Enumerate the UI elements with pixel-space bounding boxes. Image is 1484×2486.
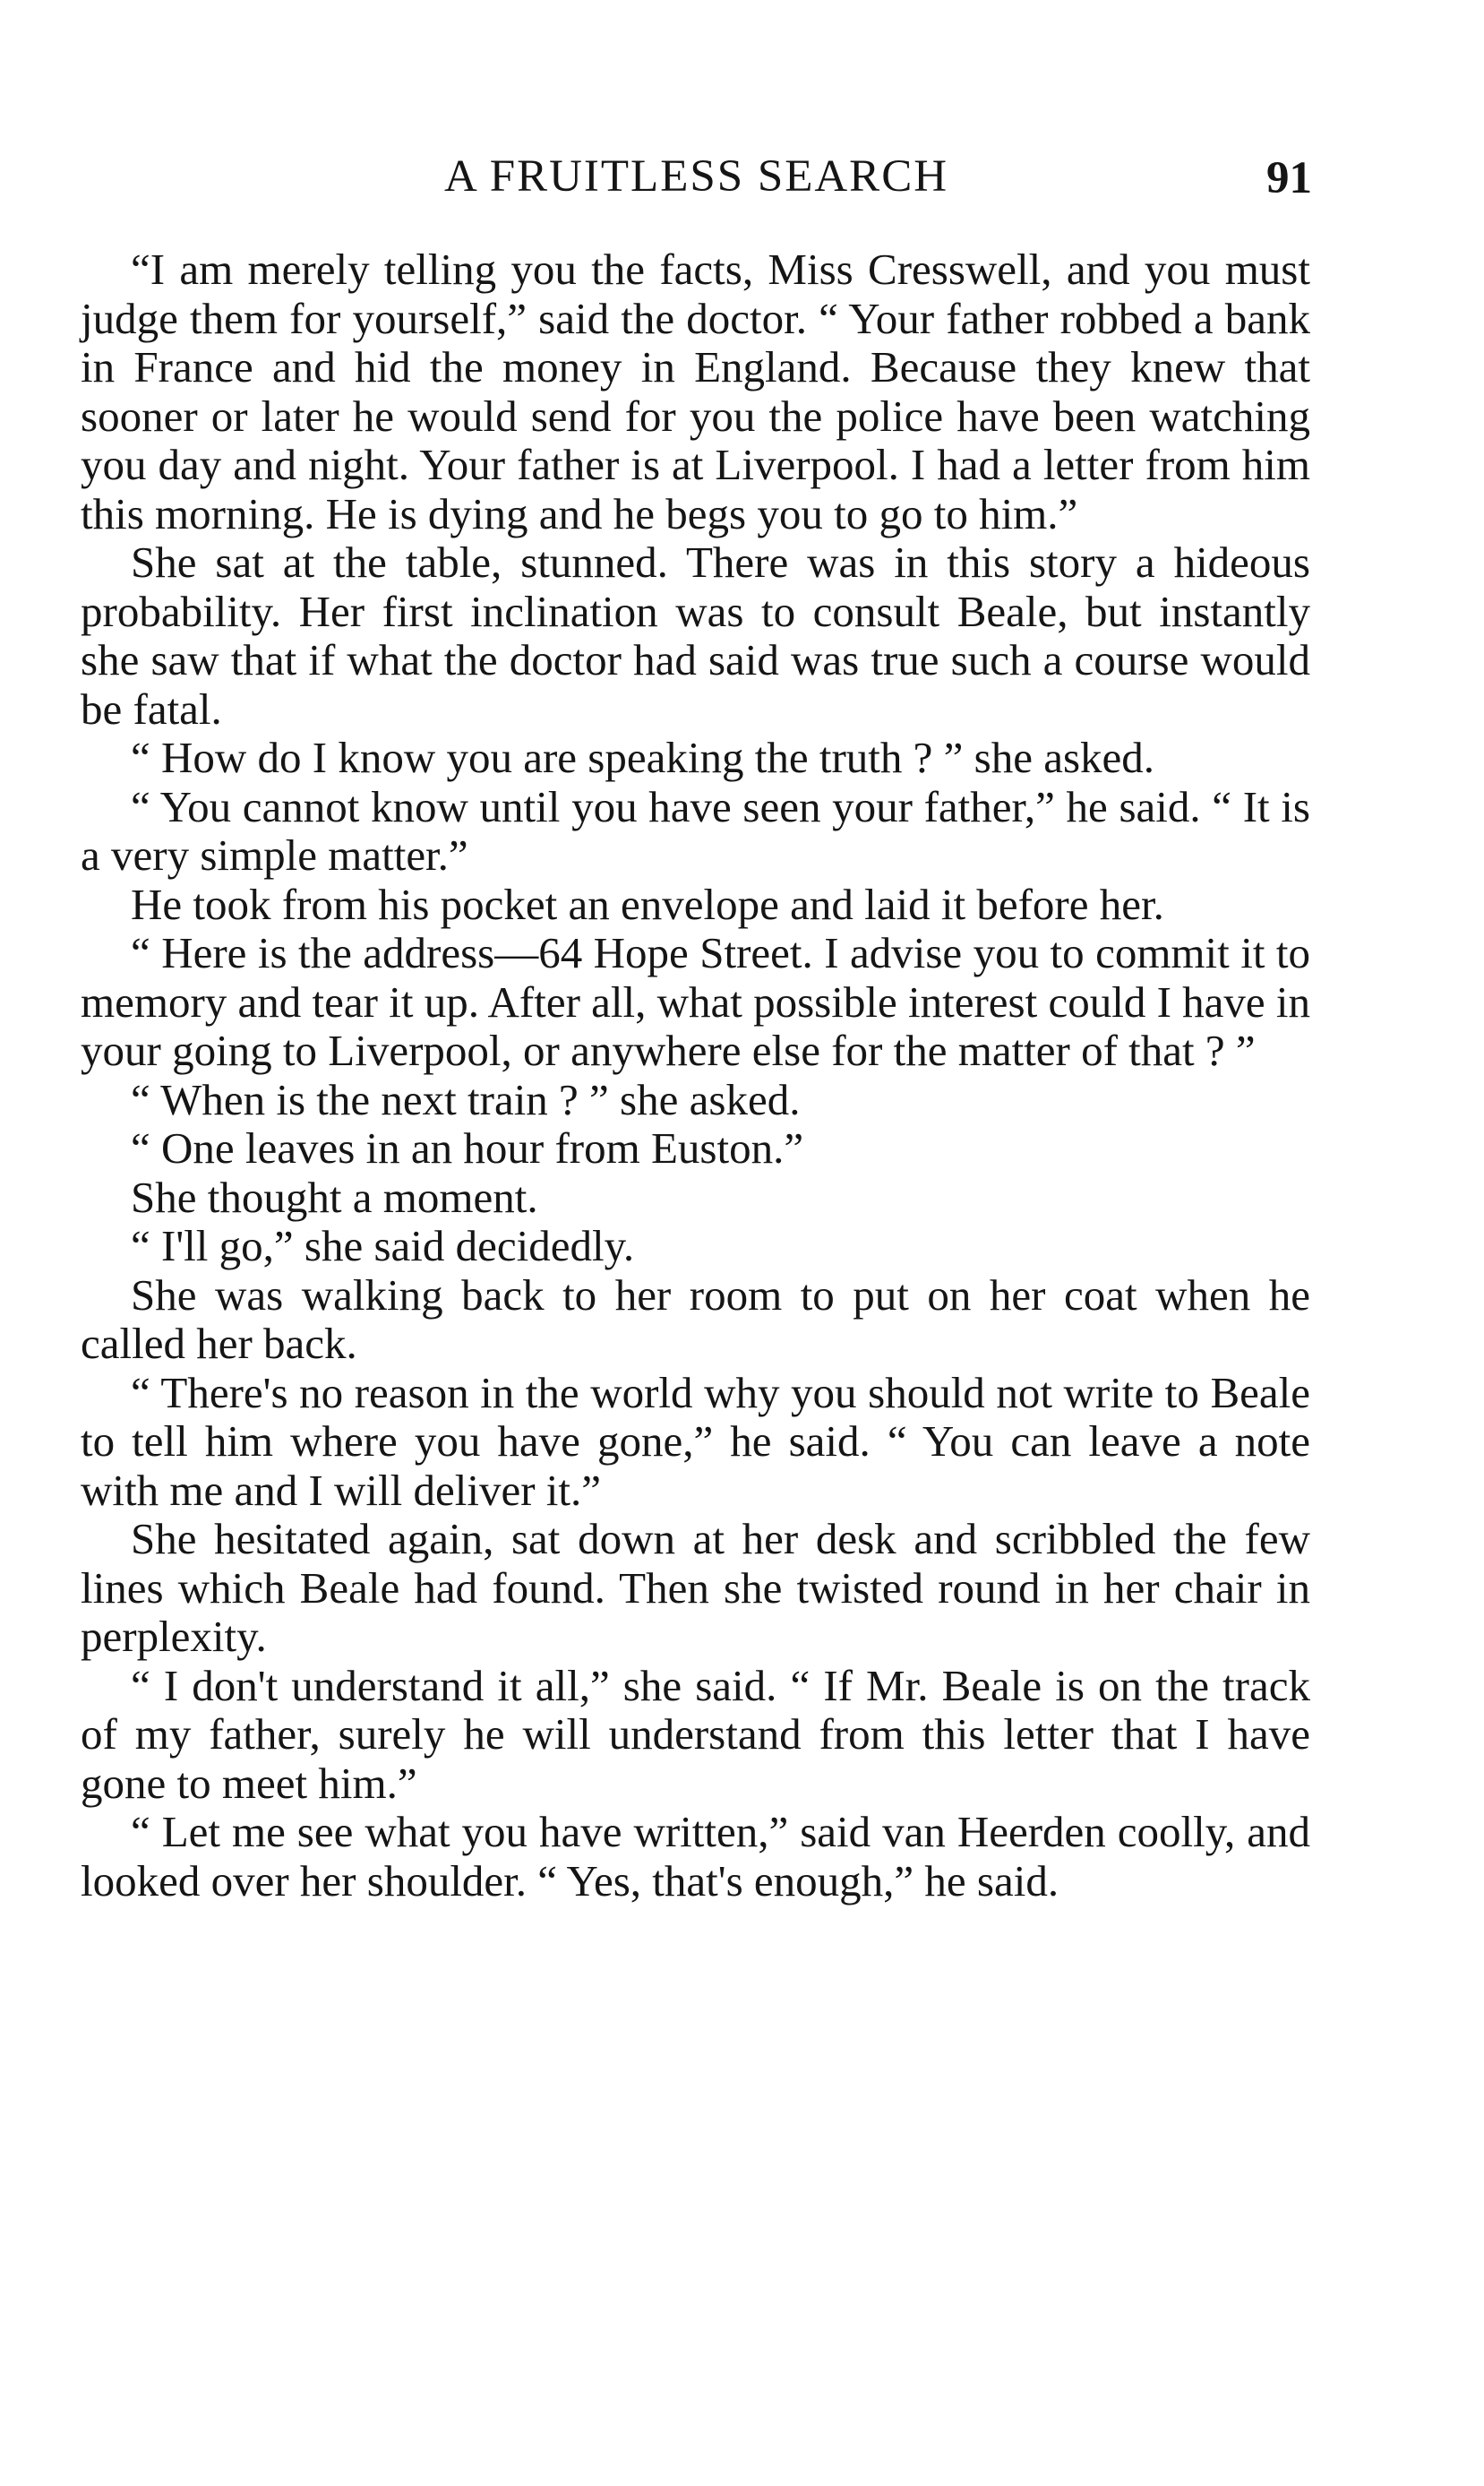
- paragraph: “ There's no reason in the world why you should not write to Beale to tell him where you have gone,” he said. “ You can leave a note with me and I will deliver it.”: [81, 1367, 1310, 1515]
- paragraph: She thought a moment.: [131, 1172, 538, 1222]
- paragraph: “ Here is the address—64 Hope Street. I advise you to commit it to memory and tear it up. After all, what possible interest could I have in your going to Liverpool, or anywhere else for the matter of that ? ”: [81, 928, 1310, 1075]
- paragraph: “ I don't understand it all,” she said. “ If Mr. Beale is on the track of my father, surely he will understand from this letter that I have gone to meet him.”: [81, 1660, 1310, 1808]
- paragraph: She was walking back to her room to put on her coat when he called her back.: [81, 1269, 1310, 1368]
- paragraph: “ When is the next train ? ” she asked.: [131, 1074, 801, 1124]
- paragraph: “ How do I know you are speaking the truth ? ” she asked.: [131, 733, 1155, 782]
- paragraph: She sat at the table, stunned. There was in this story a hideous probability. Her first inclination was to consult Beale, but instantly she saw that if what the doctor had said was true such a course would be fatal.: [81, 538, 1310, 734]
- paragraph: He took from his pocket an envelope and laid it before her.: [131, 879, 1164, 929]
- paragraph: “I am merely telling you the facts, Miss Cresswell, and you must judge them for yourself,” said the doctor. “ Your father robbed a bank in France and hid the money in England. Because they knew that sooner or later he would send for you the police have been watching you day and night. Your father is at Liverpool. I had a letter from him this morning. He is dying and he begs you to go to him.”: [81, 245, 1310, 538]
- paragraph: “ One leaves in an hour from Euston.”: [131, 1123, 804, 1173]
- paragraph: “ I'll go,” she said decidedly.: [131, 1221, 635, 1270]
- paragraph: She hesitated again, sat down at her desk and scribbled the few lines which Beale had found. Then she twisted round in her chair in perplexity.: [81, 1514, 1310, 1661]
- page-number: 91: [1266, 153, 1312, 203]
- paragraph: “ Let me see what you have written,” said van Heerden coolly, and looked over her shoulder. “ Yes, that's enough,” he said.: [81, 1807, 1310, 1905]
- running-title: A FRUITLESS SEARCH: [443, 151, 949, 202]
- page-header: [81, 151, 1312, 204]
- body-text: [81, 245, 1310, 1905]
- paragraph: “ You cannot know until you have seen your father,” he said. “ It is a very simple matter.”: [81, 781, 1310, 880]
